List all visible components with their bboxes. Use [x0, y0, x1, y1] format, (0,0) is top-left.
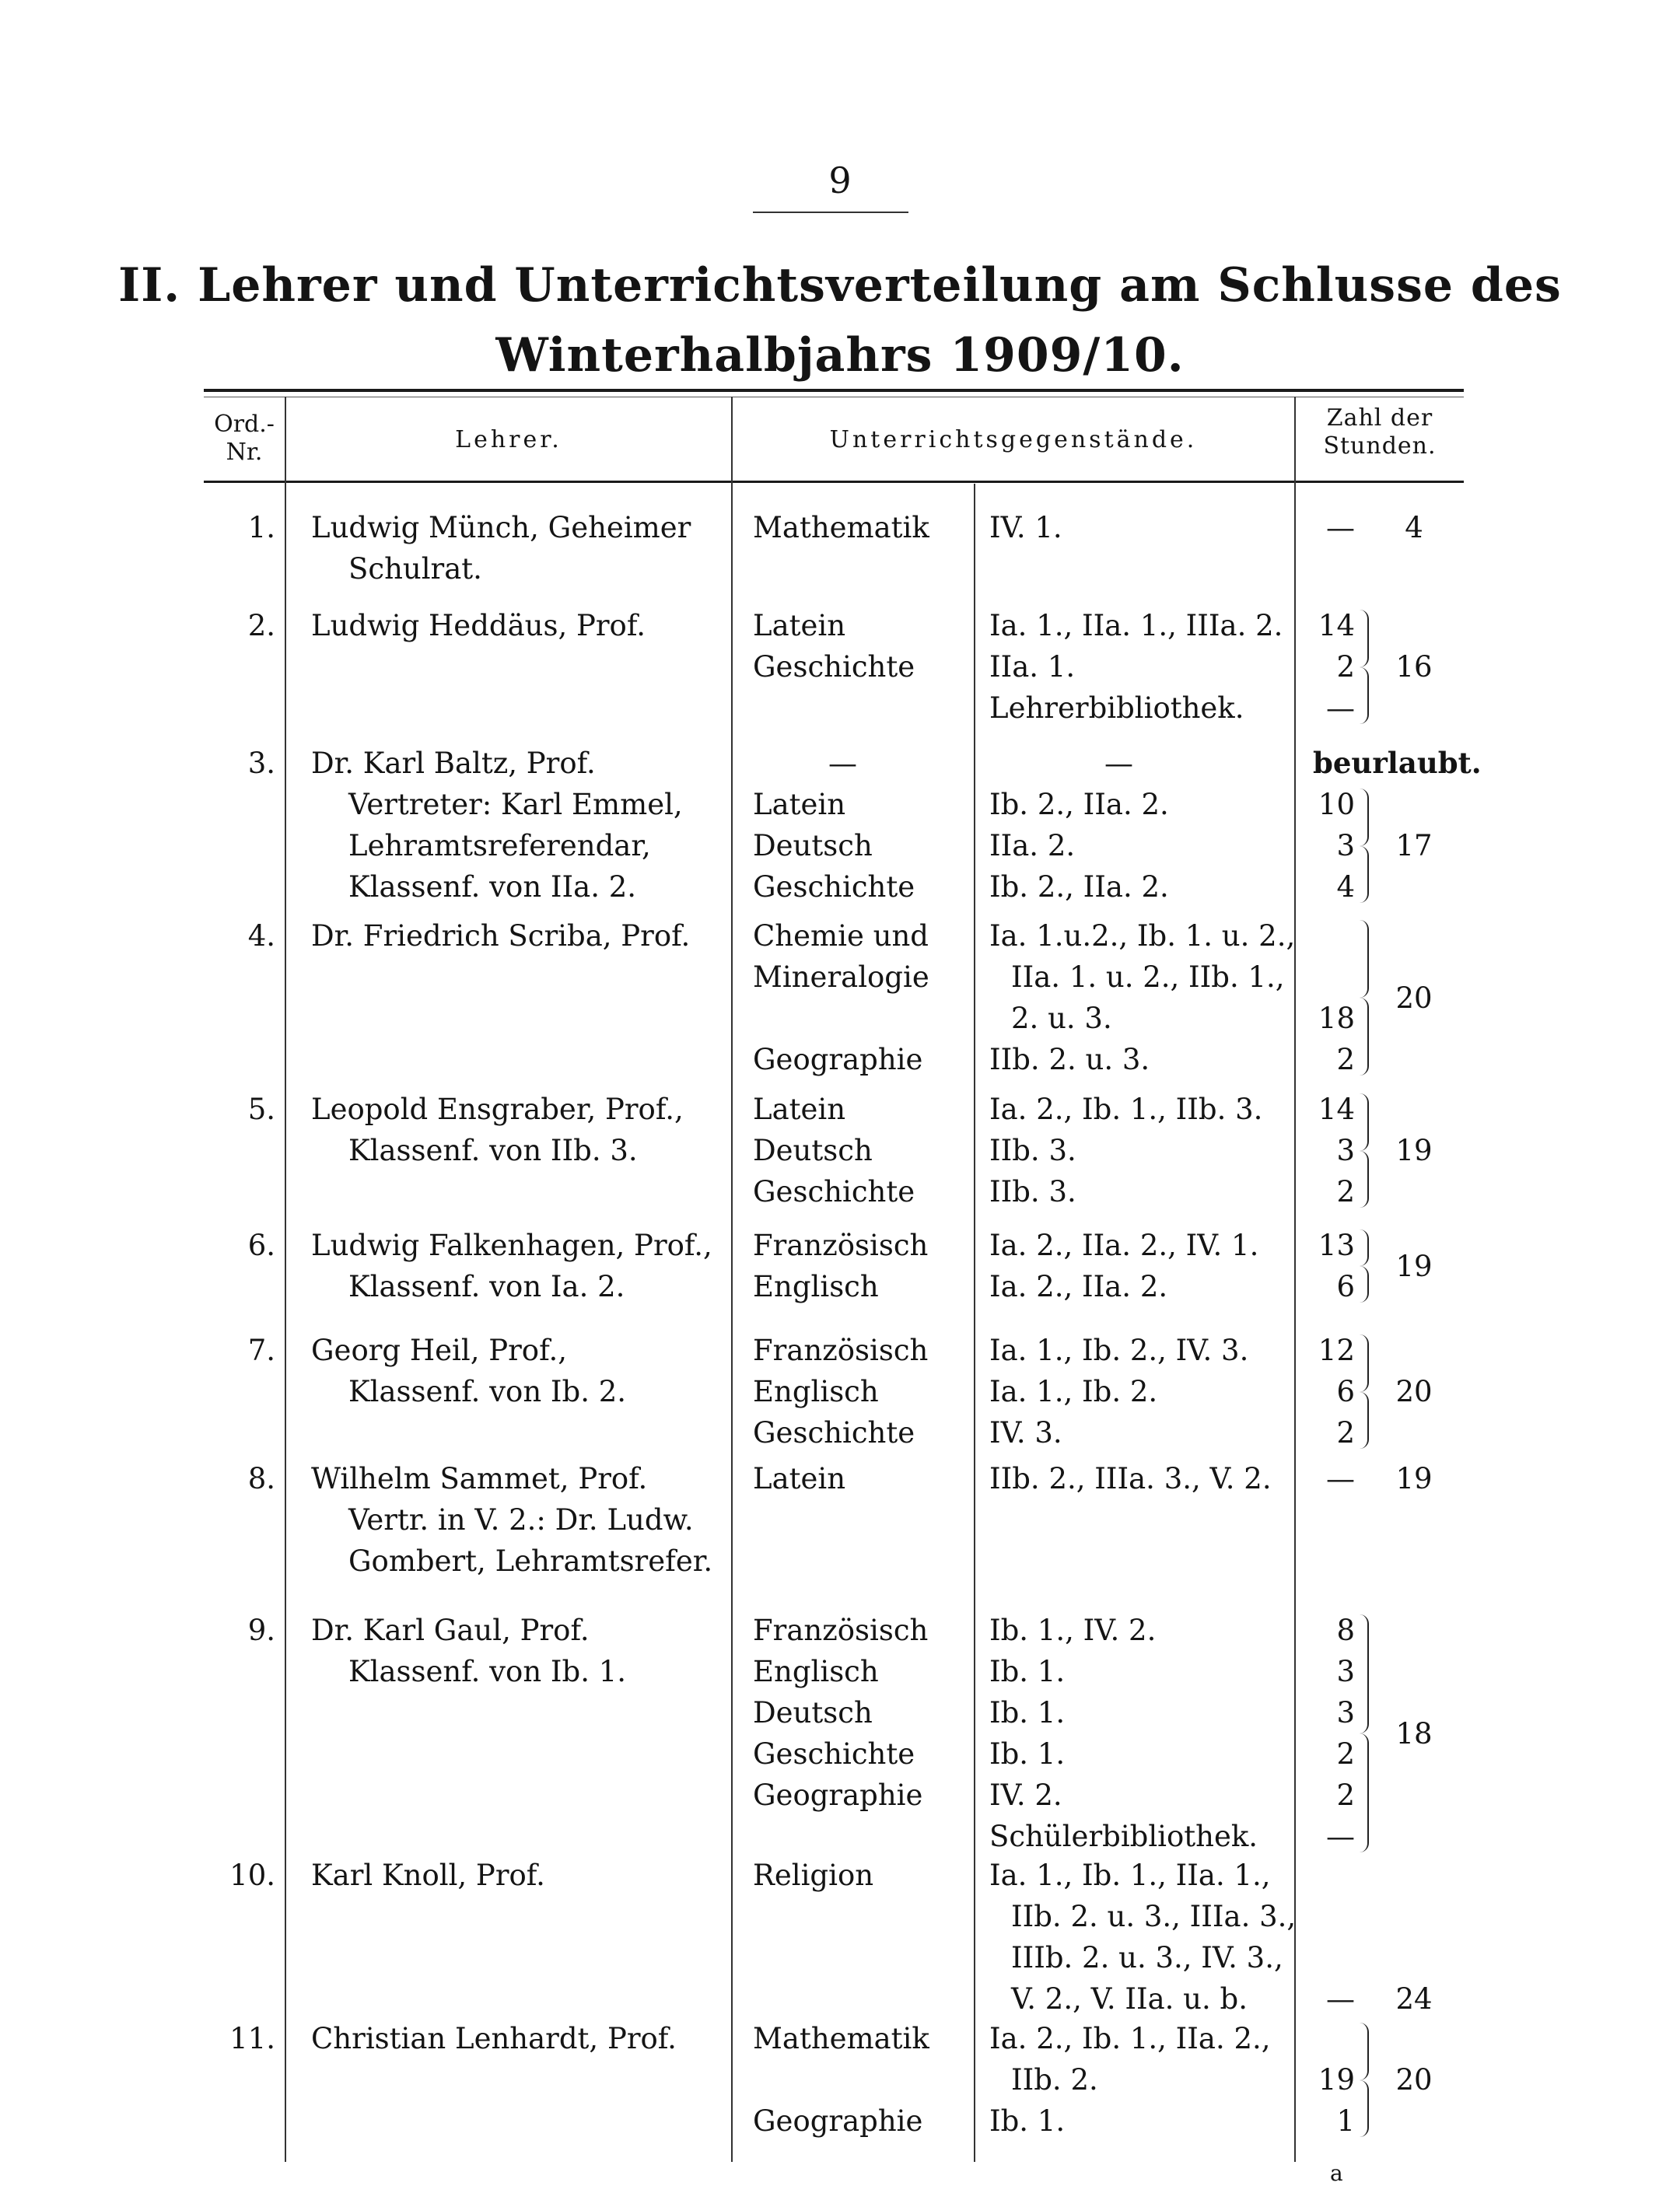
total-hours: 20	[1395, 2063, 1433, 2097]
subject: Französisch	[753, 1614, 929, 1647]
total-hours: 24	[1395, 1982, 1433, 2016]
class-list: Ib. 1.	[989, 1655, 1066, 1688]
header-subjects: Unterrichtsgegenstände.	[829, 426, 1198, 453]
bracket-lower	[1360, 1392, 1369, 1450]
row-number: 8.	[247, 1462, 275, 1495]
teacher-name: Klassenf. von IIa. 2.	[348, 870, 637, 904]
total-hours: 16	[1395, 650, 1433, 684]
class-list: Ia. 1.u.2., Ib. 1. u. 2.,	[989, 919, 1296, 953]
row-number: 7.	[247, 1334, 275, 1367]
teacher-name: Schulrat.	[348, 552, 482, 586]
hours-value: —	[1326, 1820, 1355, 1853]
title-line-2: Winterhalbjahrs 1909/10.	[495, 328, 1185, 383]
class-list: 2. u. 3.	[1011, 1002, 1112, 1035]
bracket-upper	[1360, 1093, 1369, 1151]
class-list: Ia. 1., Ib. 1., IIa. 1.,	[989, 1859, 1271, 1892]
table-header-rule	[204, 481, 1464, 483]
hours-value: 12	[1318, 1334, 1355, 1367]
row-number: 3.	[247, 747, 275, 780]
hours-value: —	[1326, 1982, 1355, 2016]
page-corner-mark: a	[1330, 2160, 1343, 2186]
row-number: 9.	[247, 1614, 275, 1647]
class-list: IIa. 1. u. 2., IIb. 1.,	[1011, 960, 1285, 994]
teacher-name: Vertr. in V. 2.: Dr. Ludw.	[348, 1503, 694, 1537]
class-list: Ib. 1.	[989, 1737, 1066, 1771]
subject: Religion	[753, 1859, 874, 1892]
total-hours: 4	[1405, 511, 1423, 544]
hours-value: 8	[1336, 1614, 1355, 1647]
class-list: —	[1104, 747, 1133, 780]
bracket-lower	[1360, 998, 1369, 1076]
subject: Deutsch	[753, 1134, 873, 1167]
total-hours: 18	[1395, 1716, 1433, 1751]
header-ord-nr: Ord.- Nr.	[214, 411, 275, 466]
column-divider-teacher	[731, 397, 733, 2162]
teacher-name: Gombert, Lehramtsrefer.	[348, 1544, 713, 1578]
subject: Französisch	[753, 1334, 929, 1367]
subject: Geschichte	[753, 870, 915, 904]
teacher-name: Klassenf. von IIb. 3.	[348, 1134, 638, 1167]
subject: Mineralogie	[753, 960, 929, 994]
class-list: IIb. 2., IIIa. 3., V. 2.	[989, 1462, 1272, 1495]
hours-value: 14	[1318, 609, 1355, 642]
class-list: IIa. 2.	[989, 829, 1076, 862]
title-line-1: II. Lehrer und Unterrichtsverteilung am Schlusse des	[118, 258, 1562, 313]
bracket-upper	[1360, 1229, 1369, 1266]
class-list: Ib. 1.	[989, 1696, 1066, 1730]
subject: Chemie und	[753, 919, 929, 953]
total-hours: 17	[1395, 829, 1433, 862]
subject: Latein	[753, 788, 846, 821]
teacher-name: Klassenf. von Ia. 2.	[348, 1270, 625, 1303]
header-teacher: Lehrer.	[455, 426, 562, 453]
class-list: IIb. 2. u. 3., IIIa. 3.,	[1011, 1900, 1297, 1933]
page-title	[0, 250, 1680, 390]
class-list: Ia. 2., IIa. 2., IV. 1.	[989, 1229, 1259, 1262]
total-hours: 20	[1395, 981, 1433, 1015]
hours-value: —	[1326, 511, 1355, 544]
row-number: 1.	[247, 511, 275, 544]
class-list: IIb. 2. u. 3.	[989, 1043, 1150, 1076]
subject: Englisch	[753, 1270, 879, 1303]
total-hours: 20	[1395, 1375, 1433, 1408]
subject: Englisch	[753, 1655, 879, 1688]
subject: —	[828, 747, 857, 780]
row-number: 2.	[247, 609, 275, 642]
row-number: 11.	[229, 2022, 275, 2055]
hours-value: 13	[1318, 1229, 1355, 1262]
class-list: Ib. 2., IIa. 2.	[989, 870, 1169, 904]
subject: Latein	[753, 1462, 846, 1495]
class-list: Schülerbibliothek.	[989, 1820, 1258, 1853]
total-hours: 19	[1395, 1249, 1433, 1283]
column-divider-nr	[285, 397, 286, 2162]
bracket-upper	[1360, 1334, 1369, 1392]
teacher-name: Ludwig Falkenhagen, Prof.,	[311, 1229, 712, 1262]
hours-value: 2	[1336, 1737, 1355, 1771]
teacher-name: Georg Heil, Prof.,	[311, 1334, 567, 1367]
subject: Geographie	[753, 1043, 923, 1076]
subject: Französisch	[753, 1229, 929, 1262]
subject: Latein	[753, 1093, 846, 1126]
hours-value: 3	[1336, 1655, 1355, 1688]
teacher-name: Leopold Ensgraber, Prof.,	[311, 1093, 684, 1126]
teacher-name: Karl Knoll, Prof.	[311, 1859, 545, 1892]
class-list: Ib. 2., IIa. 2.	[989, 788, 1169, 821]
hours-value: 1	[1336, 2104, 1355, 2138]
hours-value: 2	[1336, 1779, 1355, 1812]
bracket-upper	[1360, 920, 1369, 998]
teacher-name: Klassenf. von Ib. 2.	[348, 1375, 627, 1408]
subject: Englisch	[753, 1375, 879, 1408]
class-list: IIb. 3.	[989, 1134, 1076, 1167]
class-list: Lehrerbibliothek.	[989, 691, 1244, 725]
total-hours: 19	[1395, 1134, 1433, 1167]
teacher-name: Lehramtsreferendar,	[348, 829, 651, 862]
teacher-name: Klassenf. von Ib. 1.	[348, 1655, 627, 1688]
hours-value: 14	[1318, 1093, 1355, 1126]
hours-value: 19	[1318, 2063, 1355, 2097]
subject: Deutsch	[753, 829, 873, 862]
class-list: IV. 1.	[989, 511, 1062, 544]
subject: Latein	[753, 609, 846, 642]
bracket-upper	[1360, 2023, 1369, 2080]
bracket-upper	[1360, 610, 1369, 667]
row-number: 6.	[247, 1229, 275, 1262]
bracket-lower	[1360, 667, 1369, 725]
class-list: IIa. 1.	[989, 650, 1076, 684]
bracket-lower	[1360, 846, 1369, 904]
class-list: IV. 3.	[989, 1416, 1062, 1450]
class-list: Ia. 1., Ib. 2., IV. 3.	[989, 1334, 1249, 1367]
subject: Geschichte	[753, 1175, 915, 1208]
subject: Deutsch	[753, 1696, 873, 1730]
class-list: IIIb. 2. u. 3., IV. 3.,	[1011, 1941, 1283, 1974]
hours-value: 6	[1336, 1375, 1355, 1408]
subject: Mathematik	[753, 511, 929, 544]
hours-value: 3	[1336, 1696, 1355, 1730]
teacher-name: Ludwig Heddäus, Prof.	[311, 609, 646, 642]
subject: Mathematik	[753, 2022, 929, 2055]
hours-value: —	[1326, 1462, 1355, 1495]
bracket-lower	[1360, 1266, 1369, 1303]
page-number-rule	[753, 212, 908, 213]
hours-value: 4	[1336, 870, 1355, 904]
bracket-lower	[1360, 1151, 1369, 1208]
row-number: 4.	[247, 919, 275, 953]
hours-value: —	[1326, 691, 1355, 725]
row-number: 10.	[229, 1859, 275, 1892]
teacher-name: Dr. Karl Gaul, Prof.	[311, 1614, 590, 1647]
bracket-lower	[1360, 1733, 1369, 1852]
hours-value: 6	[1336, 1270, 1355, 1303]
subject: Geschichte	[753, 1416, 915, 1450]
column-divider-subject	[974, 484, 975, 2162]
class-list: IV. 2.	[989, 1779, 1062, 1812]
class-list: Ib. 1.	[989, 2104, 1066, 2138]
hours-value: 2	[1336, 1416, 1355, 1450]
header-hours: Zahl der Stunden.	[1323, 404, 1437, 460]
hours-value: 18	[1318, 1002, 1355, 1035]
teacher-name: Vertreter: Karl Emmel,	[348, 788, 683, 821]
hours-value: 3	[1336, 1134, 1355, 1167]
total-hours: 19	[1395, 1462, 1433, 1495]
teacher-name: Dr. Karl Baltz, Prof.	[311, 747, 596, 780]
bracket-upper	[1360, 1614, 1369, 1733]
class-list: V. 2., V. IIa. u. b.	[1011, 1982, 1248, 2016]
subject: Geschichte	[753, 650, 915, 684]
page-number: 9	[828, 159, 852, 201]
leave-note: beurlaubt.	[1313, 746, 1482, 780]
bracket-lower	[1360, 2080, 1369, 2138]
row-number: 5.	[247, 1093, 275, 1126]
class-list: Ia. 2., Ib. 1., IIb. 3.	[989, 1093, 1263, 1126]
hours-value: 2	[1336, 650, 1355, 684]
teacher-name: Dr. Friedrich Scriba, Prof.	[311, 919, 691, 953]
hours-value: 2	[1336, 1043, 1355, 1076]
hours-value: 2	[1336, 1175, 1355, 1208]
hours-value: 10	[1318, 788, 1355, 821]
table-top-rule	[204, 389, 1464, 392]
subject: Geschichte	[753, 1737, 915, 1771]
teacher-name: Wilhelm Sammet, Prof.	[311, 1462, 648, 1495]
class-list: Ia. 1., Ib. 2.	[989, 1375, 1158, 1408]
subject: Geographie	[753, 2104, 923, 2138]
class-list: Ia. 1., IIa. 1., IIIa. 2.	[989, 609, 1283, 642]
class-list: IIb. 3.	[989, 1175, 1076, 1208]
class-list: Ia. 2., Ib. 1., IIa. 2.,	[989, 2022, 1271, 2055]
bracket-upper	[1360, 789, 1369, 846]
teacher-name: Christian Lenhardt, Prof.	[311, 2022, 677, 2055]
teacher-name: Ludwig Münch, Geheimer	[311, 511, 691, 544]
class-list: Ia. 2., IIa. 2.	[989, 1270, 1168, 1303]
class-list: IIb. 2.	[1011, 2063, 1098, 2097]
class-list: Ib. 1., IV. 2.	[989, 1614, 1157, 1647]
hours-value: 3	[1336, 829, 1355, 862]
subject: Geographie	[753, 1779, 923, 1812]
